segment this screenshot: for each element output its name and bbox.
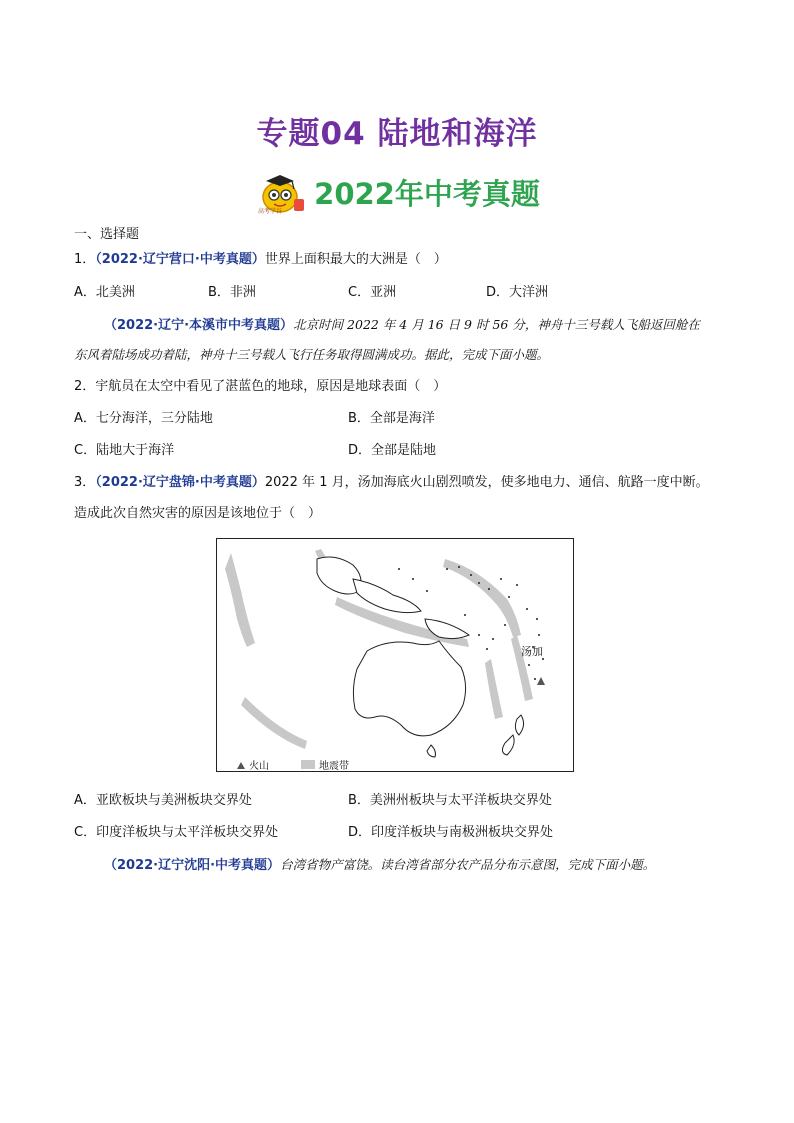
- q3-option-b[interactable]: B．美洲州板块与太平洋板块交界处: [348, 793, 552, 808]
- passage-1-text-1: 北京时间 2022 年 4 月 16 日 9 时 56 分，神舟十三号载人飞船返回舱在: [293, 317, 700, 332]
- question-1-number: 1．: [74, 252, 96, 267]
- logo-text: 高考学谷: [258, 208, 283, 215]
- q2-option-d[interactable]: D．全部是陆地: [348, 443, 437, 458]
- question-1-source: （2022·辽宁营口·中考真题）: [95, 252, 265, 267]
- passage-2-source: （2022·辽宁沈阳·中考真题）: [104, 858, 281, 873]
- q3-option-c[interactable]: C．印度洋板块与太平洋板块交界处: [74, 825, 279, 840]
- mascot-logo-icon: [254, 169, 308, 215]
- q1-option-c[interactable]: C．亚洲: [348, 285, 397, 300]
- section-heading: 一、选择题: [74, 227, 140, 242]
- passage-1-line-2: 东风着陆场成功着陆，神舟十三号载人飞行任务取得圆满成功。据此，完成下面小题。: [74, 347, 550, 362]
- tonga-map-figure: [216, 538, 574, 772]
- legend-quake-swatch-icon: [301, 760, 315, 769]
- passage-1-line-1: [104, 316, 700, 335]
- question-3-source: （2022·辽宁盘锦·中考真题）: [95, 475, 265, 490]
- subtitle-row: [0, 168, 794, 216]
- question-3-number: 3．: [74, 475, 96, 490]
- q3-option-d[interactable]: D．印度洋板块与南极洲板块交界处: [348, 825, 554, 840]
- tonga-volcano-marker-icon: [537, 677, 545, 685]
- q1-option-a[interactable]: A．北美洲: [74, 285, 135, 300]
- q2-option-c[interactable]: C．陆地大于海洋: [74, 443, 175, 458]
- question-1-text: 世界上面积最大的大洲是（ ）: [264, 252, 447, 267]
- tonga-label: 汤加: [521, 645, 543, 658]
- q2-option-b[interactable]: B．全部是海洋: [348, 411, 435, 426]
- legend-quake-label: 地震带: [319, 761, 349, 770]
- question-2: 2．宇航员在太空中看见了湛蓝色的地球，原因是地球表面（ ）: [74, 379, 447, 394]
- page-subtitle: 2022年中考真题: [314, 176, 540, 211]
- passage-1-source: （2022·辽宁·本溪市中考真题）: [104, 318, 294, 333]
- map-drawing: [217, 539, 572, 770]
- passage-2-text: 台湾省物产富饶。读台湾省部分农产品分布示意图，完成下面小题。: [280, 857, 656, 872]
- question-3-line-1: [74, 474, 709, 492]
- passage-2: [104, 856, 655, 875]
- question-1: [74, 251, 447, 269]
- question-3-text-1: 2022 年 1 月，汤加海底火山剧烈喷发，使多地电力、通信、航路一度中断。: [264, 475, 709, 490]
- legend-volcano-label: 火山: [249, 761, 269, 770]
- q1-option-d[interactable]: D．大洋洲: [486, 285, 549, 300]
- question-3-line-2: 造成此次自然灾害的原因是该地位于（ ）: [74, 506, 322, 521]
- q2-option-a[interactable]: A．七分海洋，三分陆地: [74, 411, 213, 426]
- legend-volcano-icon: [237, 762, 245, 769]
- q1-option-b[interactable]: B．非洲: [208, 285, 256, 300]
- page-title: 专题04 陆地和海洋: [256, 116, 538, 152]
- q3-option-a[interactable]: A．亚欧板块与美洲板块交界处: [74, 793, 252, 808]
